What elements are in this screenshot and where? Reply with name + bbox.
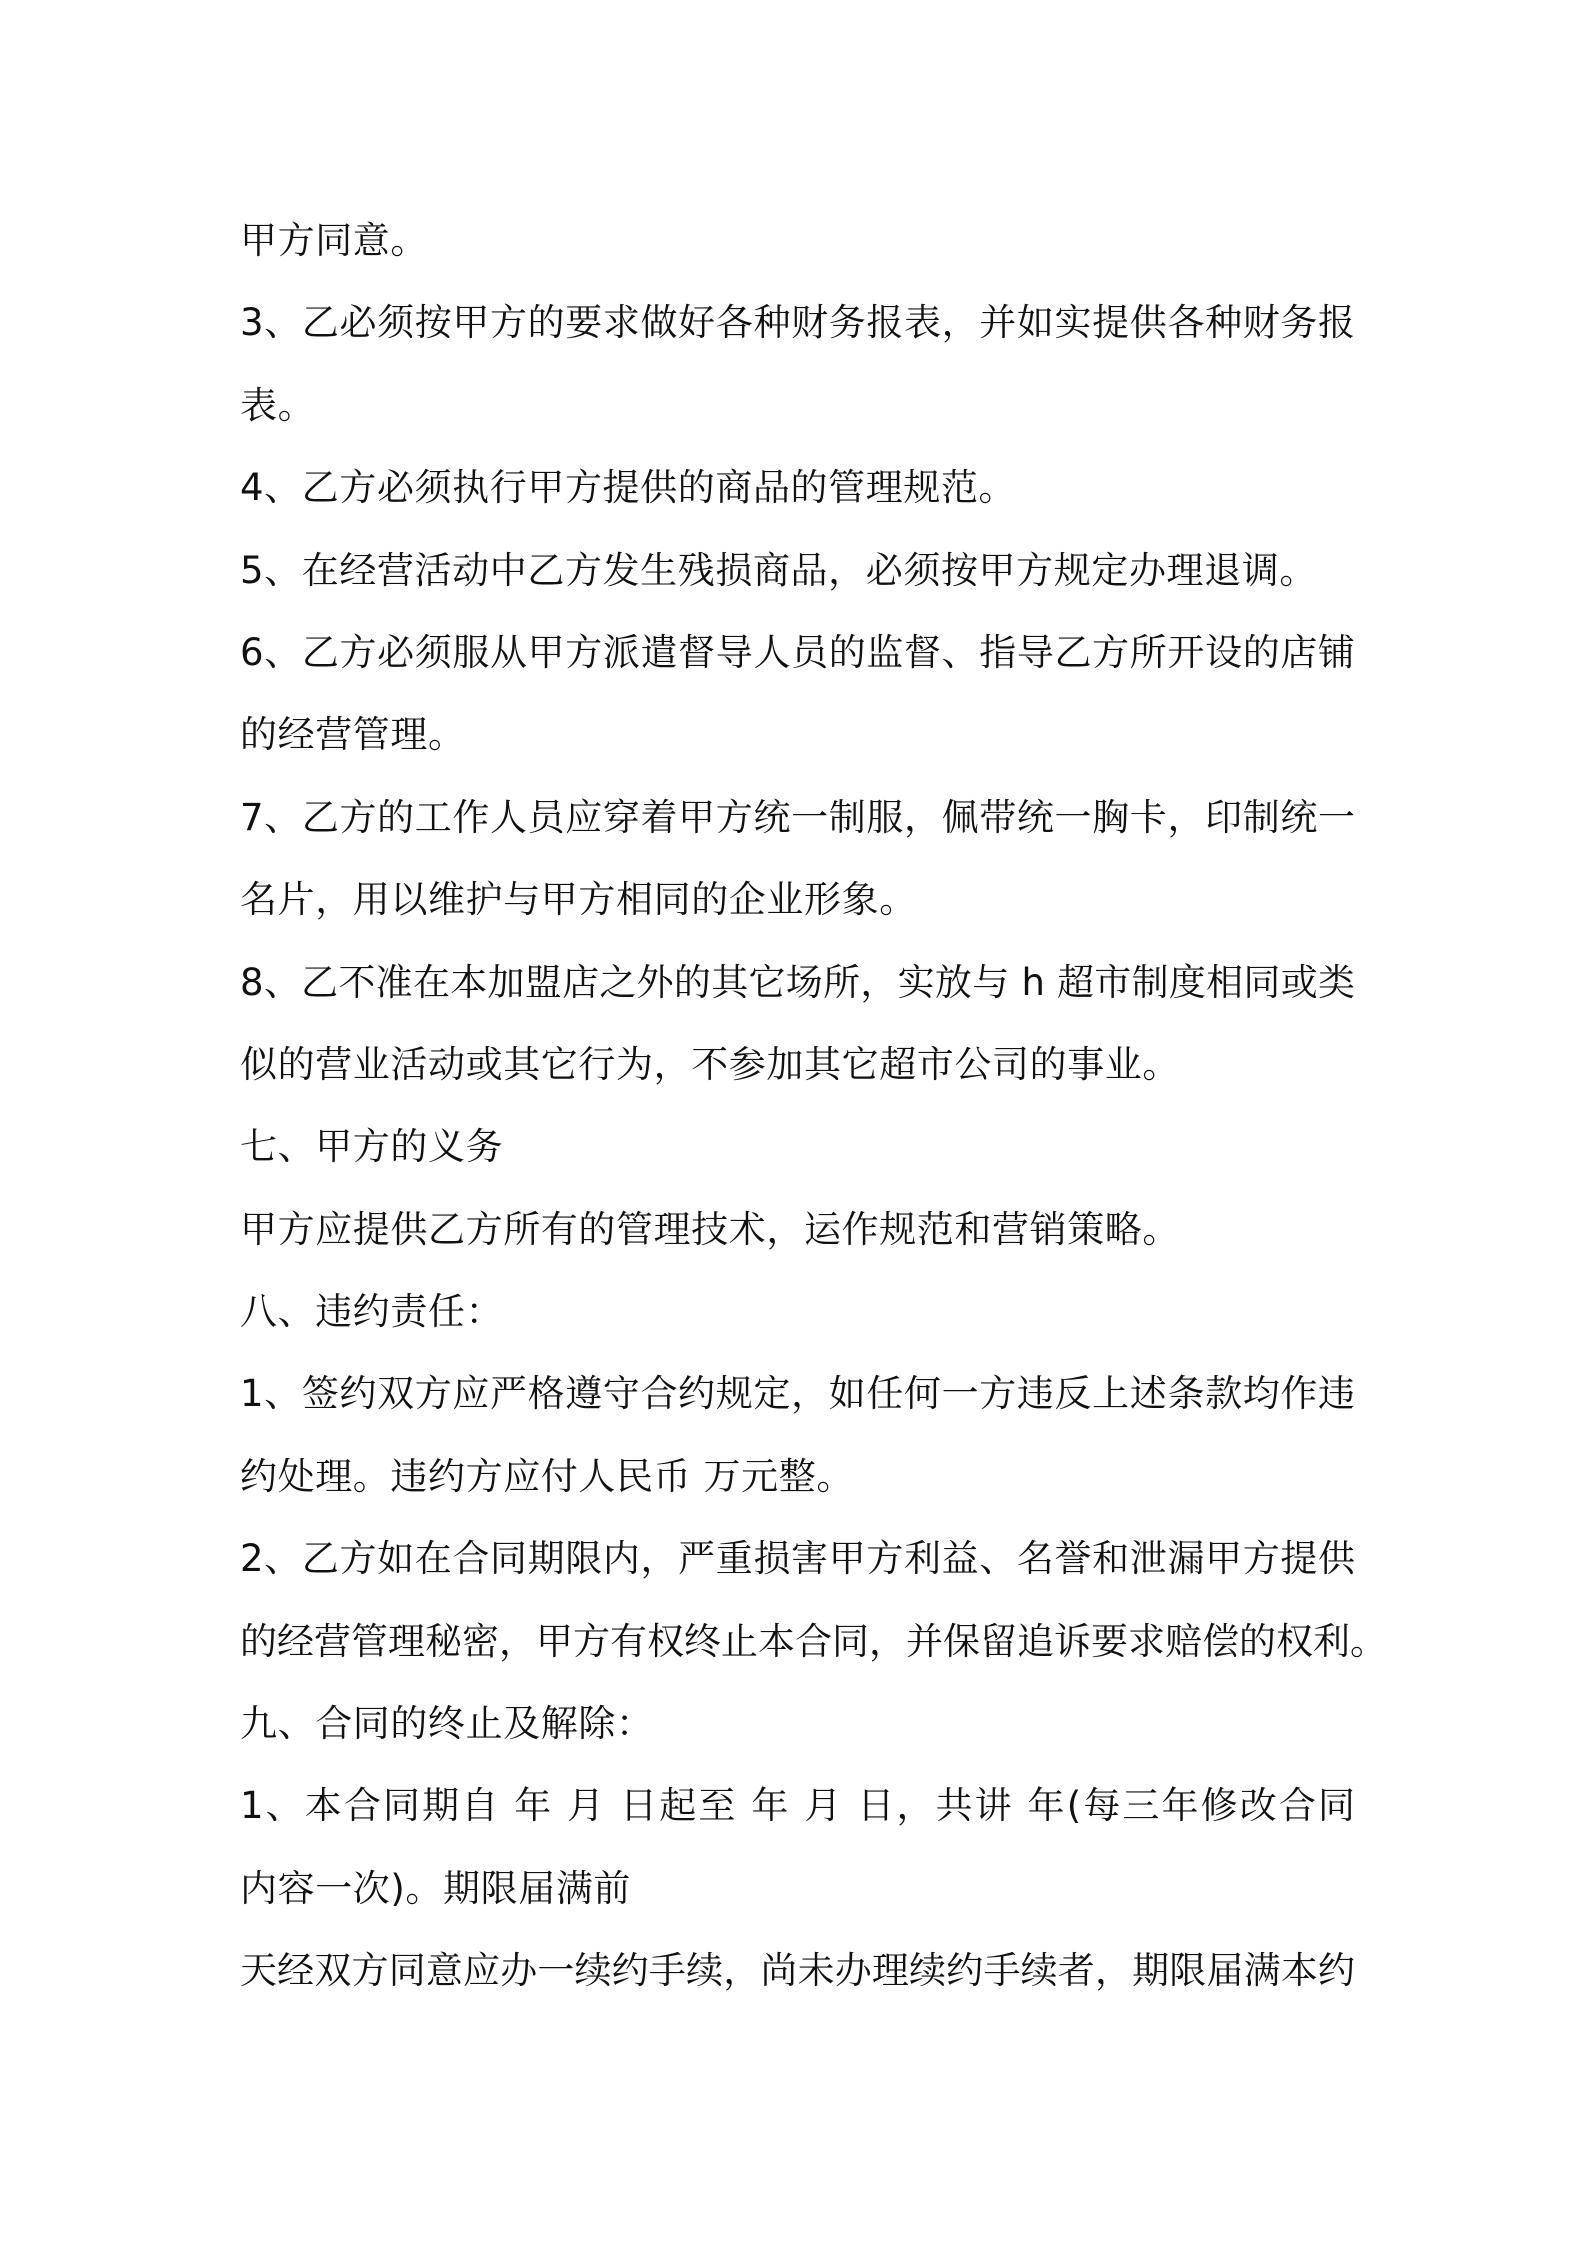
text-line: 5、在经营活动中乙方发生残损商品，必须按甲方规定办理退调。 (240, 548, 1317, 592)
text-line: 约处理。违约方应付人民币 万元整。 (240, 1454, 854, 1498)
text-line: 3、乙必须按甲方的要求做好各种财务报表，并如实提供各种财务报 (240, 301, 1355, 345)
text-line: 2、乙方如在合同期限内，严重损害甲方利益、名誉和泄漏甲方提供 (240, 1537, 1355, 1581)
text-line: 表。 (240, 383, 316, 427)
text-line: 似的营业活动或其它行为，不参加其它超市公司的事业。 (240, 1042, 1180, 1086)
text-line: 甲方应提供乙方所有的管理技术，运作规范和营销策略。 (240, 1207, 1180, 1251)
text-line: 的经营管理。 (240, 713, 466, 757)
section-heading: 八、违约责任： (240, 1290, 504, 1334)
text-line: 8、乙不准在本加盟店之外的其它场所，实放与 h 超市制度相同或类 (240, 960, 1355, 1004)
section-heading: 九、合同的终止及解除： (240, 1702, 654, 1746)
text-line: 甲方同意。 (240, 219, 428, 262)
text-line: 1、签约双方应严格遵守合约规定，如任何一方违反上述条款均作违 (240, 1372, 1355, 1416)
section-heading: 七、甲方的义务 (240, 1125, 504, 1169)
text-line: 名片，用以维护与甲方相同的企业形象。 (240, 878, 917, 922)
text-line: 4、乙方必须执行甲方提供的商品的管理规范。 (240, 466, 1017, 510)
text-line: 6、乙方必须服从甲方派遣督导人员的监督、指导乙方所开设的店铺 (240, 630, 1355, 674)
text-line: 的经营管理秘密，甲方有权终止本合同，并保留追诉要求赔偿的权利。 (240, 1619, 1387, 1663)
text-line: 1、本合同期自 年 月 日起至 年 月 日，共讲 年(每三年修改合同 (240, 1784, 1355, 1828)
document-body (240, 200, 1387, 2013)
text-line: 内容一次)。期限届满前 (240, 1866, 632, 1910)
text-line: 7、乙方的工作人员应穿着甲方统一制服，佩带统一胸卡，印制统一 (240, 795, 1355, 839)
text-line: 天经双方同意应办一续约手续，尚未办理续约手续者，期限届满本约 (240, 1949, 1355, 1993)
